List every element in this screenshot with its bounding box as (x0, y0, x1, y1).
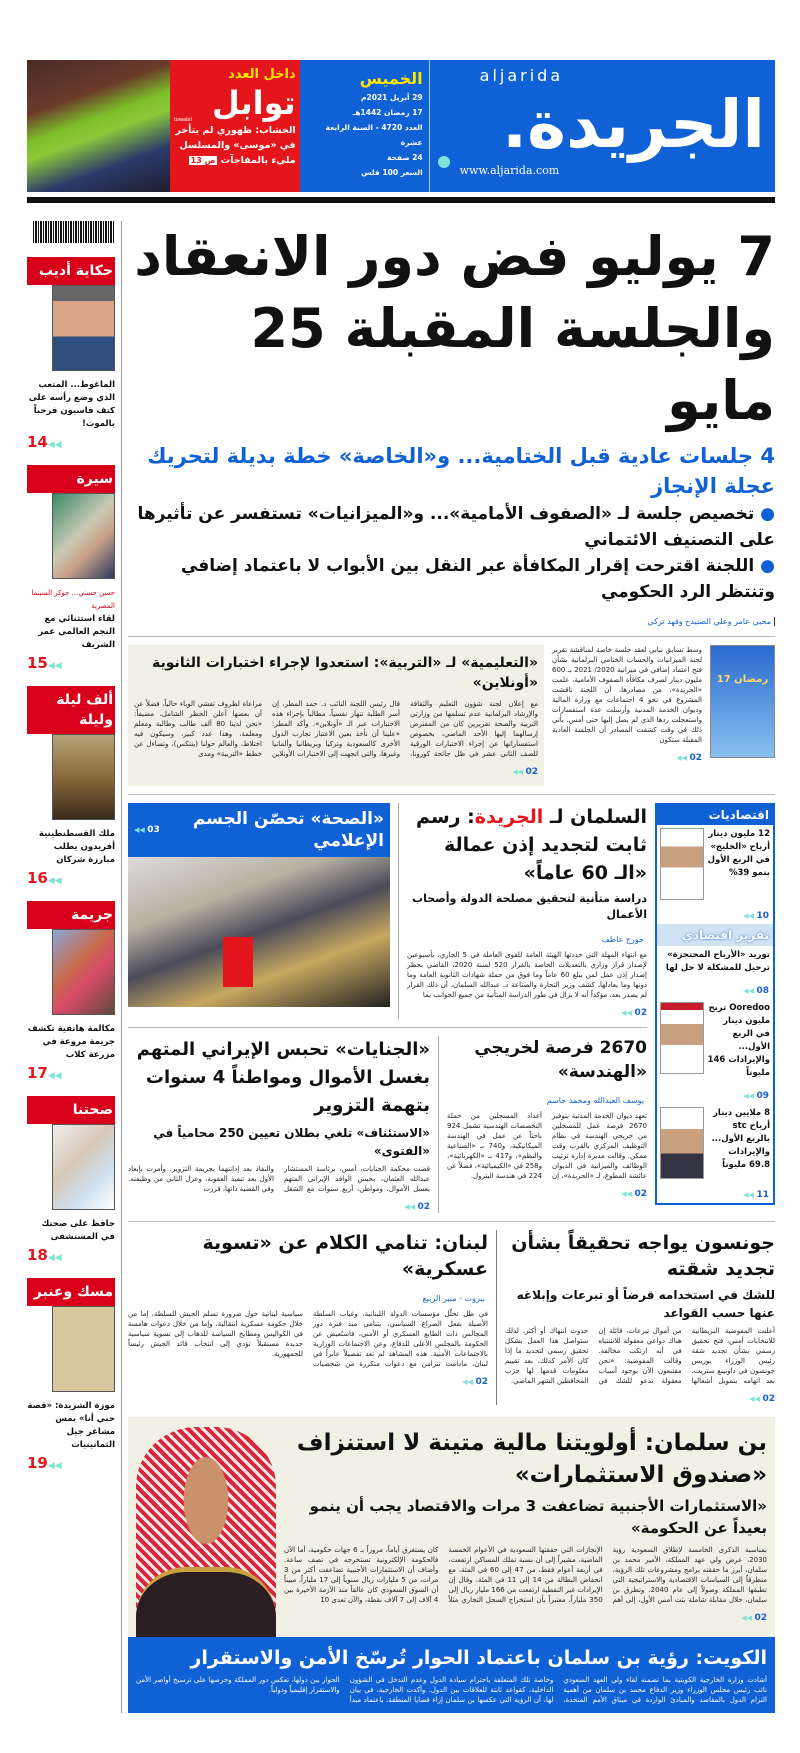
health-photo-image (128, 857, 390, 1007)
kuwait-headline[interactable]: الكويت: رؤية بن سلمان باعتماد الحوار تُرسّخ الأمن والاستقرار (190, 1647, 767, 1669)
sidebar-page-link[interactable]: 14 ◀◀ (27, 433, 115, 451)
lead-headline-line-1: 7 يوليو فض دور الانعقاد (134, 225, 775, 288)
economy-photo (660, 828, 704, 900)
court-subhead: «الاستئناف» تلغي بطلان تعيين 250 محامياً في «الفتوى» (153, 1126, 430, 1158)
sidebar-page-link[interactable]: 15 ◀◀ (27, 654, 115, 672)
sidebar-photo (52, 1306, 115, 1392)
sidebar-photo (52, 1124, 115, 1210)
logo-dot (438, 156, 450, 168)
ramadan-calendar (710, 645, 775, 758)
price: السعر 100 فلس (361, 168, 423, 177)
logo-area (430, 60, 775, 192)
saudi-photo-robe (136, 1567, 276, 1637)
economy-item[interactable]: Ooredoo تربح مليون دينار في الربع الأول... والإيرادات 146 مليوناً (707, 1003, 770, 1078)
court-page-link[interactable]: 02 ◀◀ (404, 1202, 430, 1212)
logo: الجريدة. (502, 86, 765, 163)
report-section-title: تقرير اقتصادي (657, 924, 773, 946)
lead-headline[interactable] (128, 221, 775, 437)
divider (496, 1230, 497, 1405)
economy-box (655, 803, 775, 1205)
lead-page-link[interactable]: 02 ◀◀ (676, 753, 702, 763)
sidebar-page-link[interactable]: 17 ◀◀ (27, 1064, 115, 1082)
economy-page-link[interactable]: 11 ◀◀ (743, 1190, 773, 1203)
issue-info (300, 60, 430, 192)
promo-text: الخشاب: ظهوري لم يتأخر في «موسى» والمسلسل مليء بالمفاجآت (175, 125, 296, 166)
promo-page: ص 13 (190, 156, 216, 165)
economy-section-title: اقتصاديات (657, 805, 773, 825)
promo-photo (27, 60, 170, 192)
logo-latin: aljarida (479, 66, 564, 85)
promo-box[interactable] (170, 60, 300, 192)
salman-headline-b: : رسم ثابت لتجديد إذن عمالة «الـ 60 عاماً» (416, 806, 647, 884)
engineering-page-link[interactable]: 02 ◀◀ (621, 1189, 647, 1199)
engineering-byline: يوسف العبدالله ومحمد جاسم (546, 1096, 644, 1105)
divider (398, 803, 399, 1019)
education-headline[interactable]: «التعليمية» لـ «التربية»: استعدوا لإجراء اختبارات الثانوية «أونلاين» (152, 655, 538, 691)
promo-brand: توابل (212, 84, 296, 122)
lead-byline: محيي عامر وعلي الصنيدح وفهد تركي (647, 617, 775, 626)
masthead (300, 60, 775, 192)
lebanon-page-link[interactable]: 02 ◀◀ (462, 1377, 488, 1387)
sidebar-caption[interactable]: الماغوط... المتعب الذي وضع رأسه على كتف فاسيون فرحباً بالموت! (28, 380, 115, 429)
salman-subhead: دراسة متأنية لتحقيق مصلحة الدولة وأصحاب الأعمال (412, 892, 647, 921)
sidebar-caption[interactable]: حافظ على صحتك في المستشفى (41, 1219, 115, 1242)
engineering-body: تعهد ديوان الخدمة المدنية بتوفير 2670 فرصة عمل للمسجلين من خريجي الهندسة في نظام التوظيف المركزي بالقرب وقت ممكن. وقالت مديرة إدارة ترتيب الوظائف والميزانية في الديوان عائشة المطوع، لـ «الجريدة»، إن أعداد المسجلين من حملة التخصصات الهندسية تشمل 924 باحثاً عن عمل في الهندسة الميكانيكية، و740 بـ «الصناعية والنظم»، و417 بـ «الكهربائية»، و258 في «الكيميائية»، فضلاً عن 224 في هندسة البترول. (447, 1112, 647, 1180)
sidebar (27, 221, 117, 1472)
sidebar-section-title: ألف ليلة وليلة (27, 686, 115, 734)
page-count: 24 صفحة (386, 153, 423, 162)
website-link[interactable]: www.aljarida.com (459, 164, 560, 177)
sidebar-subcaption: حسن حسني... جوكر السينما المصرية (31, 589, 115, 610)
salman-headline-brand: الجريدة (474, 806, 544, 828)
lebanon-byline: بيروت - منير الربيع (422, 1294, 485, 1303)
sidebar-section-title: جريمة (27, 901, 115, 929)
barcode (33, 221, 115, 243)
lead-subhead: 4 جلسات عادية قبل الختامية... و«الخاصة» خطة بديلة لتحريك عجلة الإنجاز (147, 444, 775, 498)
date-hijri: 17 رمضان 1442هـ (352, 108, 423, 117)
sidebar-photo (52, 285, 115, 371)
sidebar-section-title: سيرة (27, 465, 115, 493)
sidebar-caption[interactable]: مكالمة هاتفية تكشف جريمة مروعة في مزرعة كلاب (27, 1024, 115, 1060)
lead-bullet: ● تخصيص جلسة لـ «الصفوف الأمامية»... و«الميزانيات» تستفسر عن تأثيرها على التصنيف الائتماني (128, 501, 775, 553)
calendar-label: رمضان 17 (716, 674, 769, 685)
divider (128, 794, 775, 795)
salman-byline: جورج عاطف (601, 935, 644, 944)
sidebar-caption[interactable]: ملك القسطنطينية أفريدون يطلب مبارزة شركان (38, 829, 115, 865)
economy-item[interactable]: 12 مليون دينار أرباح «الخليج» في الربع الأول بنمو 39% (707, 829, 770, 878)
education-body: مع إعلان لجنة شؤون التعليم والثقافة والإرشاد البرلمانية عدم تسلمها من وزارتي التربية والصحة تقريرين كان من المفترض إرسالهما إليها الأحد الماضي، بخصوص استفساراتها عن إجراء الاختبارات الورقية للصف الثاني عشر في ظل جائحة كورونا، قال رئيس اللجنة النائب د. حمد المطر، إن أسر الطلبة تنهار نفسياً، مطالباً بإجراء هذه الاختبارات عبر الـ «أونلاين». وأكد المطر: «علينا أن نأخذ بعين الاعتبار تجارب الدول الأخرى كالسعودية وتركيا وبريطانيا وألمانيا وغيرها، والتي اتجهت إلى الاختبارات الأونلاين مراعاة لظروف تفشي الوباء حالياً، فضلاً عن أن بعضها أعلن الحظر الشامل، مضيفاً: «نحن لدينا 80 ألف طالب وطالبة ومعلم ومعلمة، وهذا عدد كبير، وسيكون فيه اختلاط، والعالم حولنا (ينتكس)، وتساءل عن خطط «التربية» ومدى (134, 700, 538, 758)
sidebar-photo (52, 734, 115, 820)
saudi-photo (136, 1427, 276, 1637)
report-item[interactable]: توريد «الأرباح المحتجزة» ترحيل للمشكلة لا حل لها (665, 950, 770, 973)
sidebar-section-title: صحتنا (27, 1096, 115, 1124)
sidebar-caption[interactable]: موزة الشريدة: «قصة حبي أنا» يمس مشاعر جيل الثمانينيات (27, 1401, 115, 1450)
johnson-headline[interactable]: جونسون يواجه تحقيقاً بشأن تجديد شقته (511, 1232, 775, 1280)
court-headline[interactable]: «الجنايات» تحبس الإيراني المتهم بغسل الأموال ومواطناً 4 سنوات بتهمة التزوير (136, 1039, 430, 1116)
saudi-headline[interactable]: بن سلمان: أولويتنا مالية متينة لا استنزاف «صندوق الاستثمارات» (296, 1430, 767, 1488)
divider (438, 1036, 439, 1213)
johnson-subhead: للشك في استخدامه قرضاً أو تبرعات وإبلاغه عنها حسب القواعد (516, 1288, 775, 1320)
sidebar-section-title: مسك وعنبر (27, 1278, 115, 1306)
date-gregorian: 29 أبريل 2021م (361, 93, 423, 102)
lebanon-headline[interactable]: لبنان: تنامي الكلام عن «تسوية عسكرية» (202, 1232, 488, 1280)
masthead-rule (27, 197, 775, 203)
stc-photo (660, 1107, 704, 1179)
saudi-subhead: «الاستثمارات الأجنبية تضاعفت 3 مرات والاقتصاد يجب أن ينمو بعيداً عن الحكومة» (309, 1497, 767, 1537)
education-panel (128, 645, 544, 786)
promo-label: داخل العدد (228, 67, 296, 82)
economy-page-link[interactable]: 10 ◀◀ (743, 911, 773, 924)
saudi-page-link[interactable]: 02 ◀◀ (741, 1613, 767, 1623)
salman-page-link[interactable]: 02 ◀◀ (621, 1008, 647, 1018)
main-column (122, 221, 775, 1713)
engineering-headline[interactable]: 2670 فرصة لخريجي «الهندسة» (474, 1038, 647, 1082)
divider (128, 1221, 775, 1222)
kuwait-box (128, 1637, 775, 1713)
johnson-page-link[interactable]: 02 ◀◀ (749, 1394, 775, 1404)
saudi-body: بمناسبة الذكرى الخامسة لإطلاق السعودية رؤية 2030، عرض ولي عهد المملكة، الأمير محمد بن سلمان، أبرز ما حققته برامج ومشروعات تلك الرؤية، متطرقاً إلى السياسات الاقتصادية والاستراتيجية التي تطبقها المملكة وصولاً إلى عام 2040. وتطرق بن سلمان، خلال مقابلة شاملة بثت أمس الأول، إلى أهم الإنجازات التي حققتها السعودية في الأعوام الخمسة الماضية، مشيراً إلى أن نسبة تملك المساكن ارتفعت، في أربعة أعوام فقط، من 47 إلى 60 في المئة، مع انخفاض البطالة من 14 إلى 11 في المئة. وقال إن الإيرادات غير النفطية ارتفعت من 166 مليار ريال إلى 350 ملياراً، معتبراً بأن استخراج السجل التجاري مثلاً كان يستغرق أياماً، مروراً بـ 6 جهات حكومية، أما الآن فالحكومة الإلكترونية تستخرجه في نصف ساعة. وأضاف أن الاستثمارات الأجنبية تضاعفت أكثر من 3 مرات، من 5 مليارات ريال سنوياً إلى 17 ملياراً، مبيناً أن السوق السعودي كان عالقاً منذ الأزمة الأخيرة بين 4 آلاف إلى 7 آلاف نقطة، والآن تعدى 10 (284, 1546, 767, 1604)
column-divider (121, 221, 122, 1713)
health-page-link[interactable]: 03 ◀◀ (134, 825, 160, 835)
health-header (128, 803, 390, 857)
divider (128, 636, 775, 637)
lead-headline-line-2: والجلسة المقبلة 25 مايو (250, 297, 775, 432)
counter-sign (223, 937, 253, 987)
economy-item[interactable]: 8 ملايين دينار أرباح stc بالربع الأول... والإيرادات 69.8 مليوناً (711, 1108, 770, 1170)
sidebar-section-title: حكاية أديب (27, 257, 115, 285)
health-headline[interactable]: «الصحة» تحصّن الجسم الإعلامي (192, 809, 384, 851)
sidebar-page-link[interactable]: 16 ◀◀ (27, 869, 115, 887)
promo-brand-latin: towabil (173, 117, 192, 123)
salman-headline[interactable] (407, 803, 647, 887)
health-photo (128, 803, 390, 1007)
lead-body: وسط تسابق نيابي لعقد جلسة خاصة لمناقشة تقرير لجنة الميزانيات والحساب الختامي البرلمانية بشأن فتح اعتماد إضافي في ميزانية 2020/ 2021 بـ 600 مليون دينار لصرف مكافأة الصفوف الأمامية، علمت «الجريدة»، من مصادرها، أن اللجنة ناقشت المشروع في نحو 4 اجتماعات مع وزارة المالية وديوان الخدمة المدنية وأرسلت عدة استفسارات واستعجلت ردها الذي لم يصل إليها حتى أمس. يأتي ذلك في وقت كشفت المصادر أن الجلسة العادية المقبلة ستكون (552, 646, 702, 744)
salman-headline-a: السلمان لـ (549, 806, 647, 828)
sidebar-page-link[interactable]: 18 ◀◀ (27, 1246, 115, 1264)
issue-number: العدد 4720 - السنة الرابعة عشرة (325, 123, 423, 147)
lead-bullet: ● اللجنة اقترحت إقرار المكافأة عبر النقل بين الأبواب لا باعتماد إضافي وتنتظر الرد الحكومي (128, 553, 775, 605)
education-page-link[interactable]: 02 ◀◀ (512, 767, 538, 777)
sidebar-caption[interactable]: لقاء استثنائي مع النجم العالمي عمر الشريف (38, 614, 115, 650)
divider (128, 1027, 647, 1028)
kuwait-body: أشادت وزارة الخارجية الكويتية بما تضمنه لقاء ولي العهد السعودي نائب رئيس مجلس الوزراء وزير الدفاع محمد بن سلمان من أهمية التزام الدول بالمقاصد والمبادئ الواردة في ميثاق الأمم المتحدة، وخاصة تلك المتعلقة باحترام سيادة الدول وعدم التدخل في الشؤون الداخلية، كقواعد ثابتة للعلاقات بين الدول. وأكدت الخارجية، في بيان لها، أن الرؤية التي عكسها بن سلمان إزاء قضايا المنطقة، باعتماد مبدأ الحوار بين دولها، تعكس دور المملكة وحرصها على ترسيخ أواصر الأمن والاستقرار إقليمياً ودولياً. (136, 1676, 767, 1704)
sidebar-page-link[interactable]: 19 ◀◀ (27, 1454, 115, 1472)
lebanon-body: في ظل تحلّل مؤسسات الدولة اللبنانية، وغياب السلطة الأصيلة بفعل الصراع السياسي، يتنامى منذ فترة دور المجالس ذات الطابع العسكري أو الأمني، فاستُعيض عن الحكومة بالمجلس الأعلى للدفاع، وعن الاجتماعات الوزارية بالاجتماعات الأمنية. هذه المشاهد لم تعد تفصيلاً عابراً في لبنان، مادامت تتزامن مع دعوات متكررة من شخصيات سياسية لبنانية حول ضرورة تسلم الجيش للسلطة، إما من خلال حكومة عسكرية انتقالية، وإما من خلال دعوات هامسة في الكواليس ومطابخ السياسة للذهاب إلى تسوية سياسية جديدة مستقبلاً تؤدي إلى انتخاب قائد الجيش رئيساً للجمهورية. (128, 1310, 488, 1368)
masthead-row (27, 60, 775, 192)
day: الخميس (359, 69, 423, 88)
report-page-link[interactable]: 08 ◀◀ (743, 986, 773, 999)
saudi-panel (128, 1417, 775, 1637)
sidebar-photo (52, 929, 115, 1015)
court-body: قضت محكمة الجنايات، أمس، برئاسة المستشار عبدالله العثمان، بحبس الوافد الإيراني المتهم بغسل الأموال، ومواطن، أربع سنوات مع الشغل والنفاذ بعد إدانتهما بجريمة التزوير، وأمرت بإبعاد الأول بعد تنفيذ العقوبة، وعزل الثاني من وظيفته. وفي القضية ذاتها، قررت (128, 1165, 430, 1193)
economy-page-link[interactable]: 09 ◀◀ (743, 1091, 773, 1104)
ooredoo-photo (660, 1002, 704, 1074)
johnson-body: أعلنت المفوضية البريطانية للانتخابات أمس، فتح تحقيق رسمي بشأن تجديد شقة رئيس الوزراء بوريس جونسون في داونينغ ستريت، بعد اتهامه بتمويل أشغالها من أموال تبرعات، قائلة إن هناك دواعي معقولة للاشتباه في أنه ارتكب مخالفة. وقالت المفوضية: «نحن مقتنعون الآن بوجود أسباب معقولة تدعو للشك في حدوث انتهاك أو أكثر، لذلك ستواصل هذا العمل بشكل تحقيق رسمي لتحديد ما إذا كان الأمر كذلك، بعد تقييم معلومات قدمها لها حزب المحافظين الشهر الماضي. (505, 1327, 775, 1385)
sidebar-photo (52, 493, 115, 579)
salman-body: مع انتهاء المهلة التي حددتها الهيئة العامة للقوى العاملة في 5 الجاري، بأسبوعين لإصدار قرار وزاري بالتعديلات الخاصة بالقرار 520 لسنة 2020، القاضي بحظر إصدار إذن عمل لمن يبلغ 60 عاماً وما فوق من حملة شهادات الثانوية العامة وما دونها وما يعادلها، كشف وزير التجارة والصناعة د. عبدالله السلمان، أن ذلك القرار لم يصدر بعد، مؤكداً أنه لا يزال في طور الدراسة المتأنية من جميع الجوانب بما (407, 951, 647, 999)
